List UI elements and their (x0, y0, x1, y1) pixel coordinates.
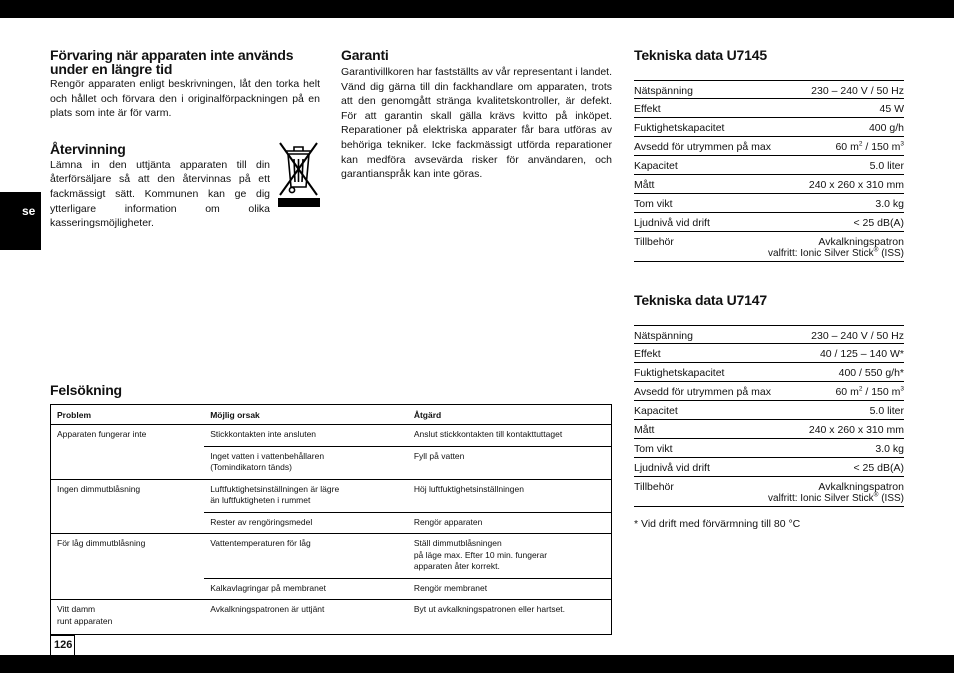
tech-row (634, 325, 904, 344)
tech-label: Tillbehör (634, 236, 674, 248)
tech-value: 240 x 260 x 310 mm (808, 179, 904, 191)
problem-cell (51, 446, 205, 479)
tech-label: Ljudnivå vid drift (634, 217, 710, 229)
tech-row (634, 80, 904, 99)
bottom-bar (0, 655, 954, 673)
tech-label: Nätspänning (634, 330, 693, 342)
warranty-column (341, 48, 612, 182)
problem-cell: För låg dimmutblåsning (51, 534, 205, 579)
tech-u7147-title: Tekniska data U7147 (634, 292, 767, 308)
tech-value: < 25 dB(A) (853, 217, 904, 229)
cause-cell: Vattentemperaturen för låg (204, 534, 408, 579)
tech-value: 3.0 kg (875, 198, 904, 210)
table-row (51, 534, 612, 579)
recycling-title: Återvinning (50, 140, 126, 157)
table-row (51, 512, 612, 534)
problem-cell: Vitt damm runt apparaten (51, 600, 205, 635)
tech-label: Ljudnivå vid drift (634, 462, 710, 474)
table-row (51, 578, 612, 600)
tech-row (634, 401, 904, 420)
tech-label: Avsedd för utrymmen på max (634, 141, 771, 153)
tech-label: Effekt (634, 348, 661, 360)
problem-cell: Apparaten fungerar inte (51, 425, 205, 447)
action-cell: Rengör apparaten (408, 512, 612, 534)
tech-row (634, 213, 904, 232)
tech-label: Fuktighetskapacitet (634, 367, 725, 379)
tech-row (634, 458, 904, 477)
tech-label: Nätspänning (634, 85, 693, 97)
tech-value: 40 / 125 – 140 W* (819, 348, 904, 360)
tech-value: 400 g/h (868, 122, 904, 134)
tech-value: Avkalkningspatron valfritt: Ionic Silver Stick® (ISS) (768, 481, 904, 504)
header-cause: Möjlig orsak (204, 405, 408, 425)
tech-value: 60 $m^2 / 150$ $m^3$ (835, 140, 904, 153)
action-cell: Anslut stickkontakten till kontakttuttaget (408, 425, 612, 447)
cause-cell: Kalkavlagringar på membranet (204, 578, 408, 600)
table-row (51, 425, 612, 447)
tech-label: Effekt (634, 103, 661, 115)
tech-row (634, 194, 904, 213)
tech-label: Kapacitet (634, 405, 678, 417)
footnote: * Vid drift med förvärmning till 80 °C (634, 518, 801, 530)
tech-value: 230 – 240 V / 50 Hz (811, 330, 904, 342)
cause-cell: Rester av rengöringsmedel (204, 512, 408, 534)
tech-label: Avsedd för utrymmen på max (634, 386, 771, 398)
tech-row (634, 344, 904, 363)
tech-row (634, 175, 904, 194)
action-cell: Fyll på vatten (408, 446, 612, 479)
cause-cell: Inget vatten i vattenbehållaren (Tomindikatorn tänds) (204, 446, 408, 479)
storage-title: Förvaring när apparaten inte används under en längre tid (50, 47, 294, 77)
tech-row (634, 477, 904, 507)
tech-value: Avkalkningspatron valfritt: Ionic Silver Stick® (ISS) (768, 236, 904, 259)
language-tab: se (0, 192, 41, 250)
tech-row (634, 118, 904, 137)
crossed-bin-icon (276, 137, 321, 209)
tech-row (634, 439, 904, 458)
warranty-text: Garantivillkoren har fastställts av vår representant i landet. Vänd dig gärna till din fackhandlare om apparaten, trots att den genomgått stränga kvalitetskontroller, är defekt. För att garantin skall gälla krävs kvitto på inköpet. Reparationer på elektriska apparater får bara utföras av behöriga tekniker. Icke fackmässigt utförda reparationer kan medföra avsevärda risker för användaren, och garantianspråk kan inte göras. (341, 66, 612, 181)
tech-u7145-table (634, 80, 904, 262)
cause-cell: Luftfuktighetsinställningen är lägre än luftfuktigheten i rummet (204, 479, 408, 512)
tech-label: Tom vikt (634, 443, 673, 455)
tech-value: 400 / 550 g/h* (838, 367, 904, 379)
warranty-title: Garanti (341, 47, 389, 63)
table-row (51, 479, 612, 512)
tech-label: Mått (634, 179, 655, 191)
table-header-row (51, 405, 612, 425)
tech-u7147-table (634, 325, 904, 507)
tech-value: 60 $m^2 / 150$ $m^3$ (835, 385, 904, 398)
tech-value: 5.0 liter (869, 405, 904, 417)
tech-label: Kapacitet (634, 160, 678, 172)
action-cell: Höj luftfuktighetsinställningen (408, 479, 612, 512)
tech-label: Mått (634, 424, 655, 436)
tech-value: 240 x 260 x 310 mm (808, 424, 904, 436)
table-row (51, 600, 612, 635)
tech-value: 230 – 240 V / 50 Hz (811, 85, 904, 97)
tech-value: 45 W (879, 103, 904, 115)
tech-u7145-title: Tekniska data U7145 (634, 47, 767, 63)
tech-value: 5.0 liter (869, 160, 904, 172)
tech-row (634, 232, 904, 262)
tech-value: < 25 dB(A) (853, 462, 904, 474)
page-number: 126 (50, 635, 75, 655)
header-problem: Problem (51, 405, 205, 425)
troubleshooting-table (50, 404, 612, 635)
problem-cell (51, 578, 205, 600)
action-cell: Byt ut avkalkningspatronen eller hartset. (408, 600, 612, 635)
cause-cell: Stickkontakten inte ansluten (204, 425, 408, 447)
cause-cell: Avkalkningspatronen är uttjänt (204, 600, 408, 635)
action-cell: Ställ dimmutblåsningen på läge max. Efter 10 min. fungerar apparaten åter korrekt. (408, 534, 612, 579)
problem-cell (51, 512, 205, 534)
storage-text: Rengör apparaten enligt beskrivningen, låt den torka helt och hållet och förvara den i originalförpackningen på en plats som inte är för varm. (50, 78, 320, 120)
tech-label: Tom vikt (634, 198, 673, 210)
troubleshooting-title: Felsökning (50, 382, 122, 398)
tech-row (634, 420, 904, 439)
tech-row (634, 382, 904, 401)
tech-row (634, 99, 904, 118)
tech-label: Tillbehör (634, 481, 674, 493)
table-row (51, 446, 612, 479)
action-cell: Rengör membranet (408, 578, 612, 600)
tech-value: 3.0 kg (875, 443, 904, 455)
header-action: Åtgärd (408, 405, 612, 425)
tech-row (634, 156, 904, 175)
top-bar (0, 0, 954, 18)
recycling-text: Lämna in den uttjänta apparaten till din återförsäljare så att den återvinnas på ett fackmässigt sätt. Kommunen kan ge dig ytterligare information om olika kasseringsmöjligheter. (50, 158, 270, 230)
tech-row (634, 137, 904, 156)
tech-label: Fuktighetskapacitet (634, 122, 725, 134)
problem-cell: Ingen dimmutblåsning (51, 479, 205, 512)
tech-row (634, 363, 904, 382)
